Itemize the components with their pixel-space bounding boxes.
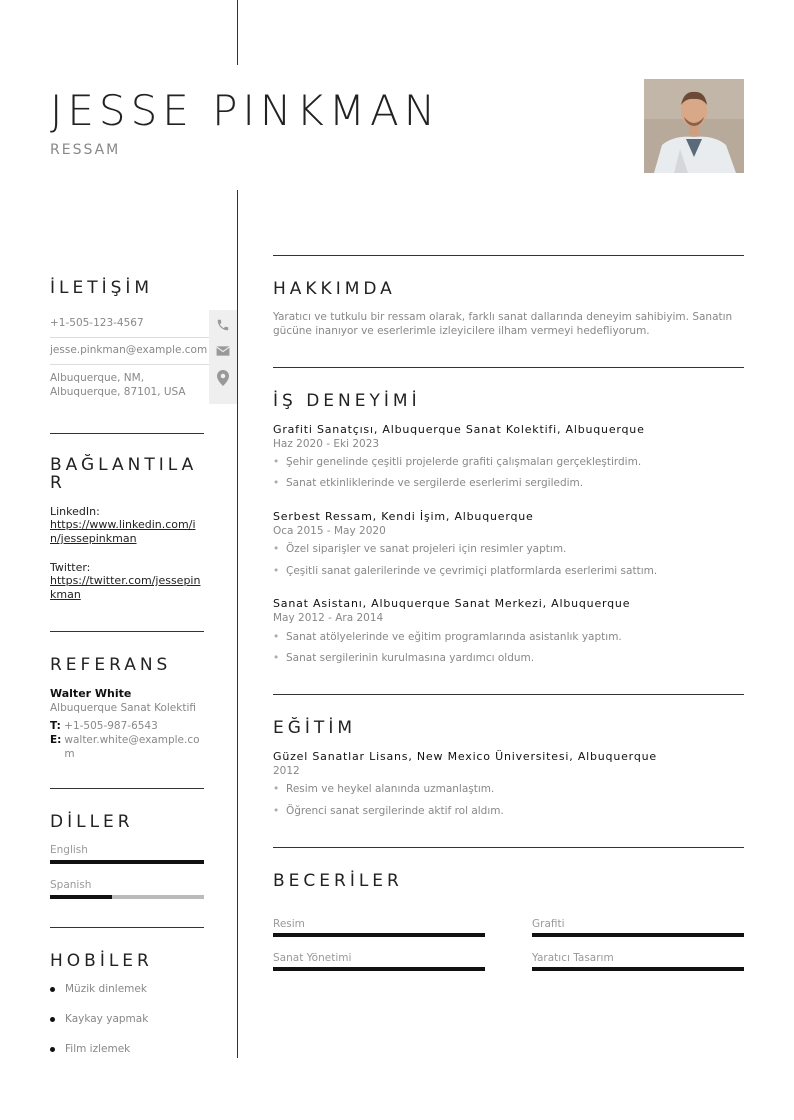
skill-level-fill bbox=[273, 933, 485, 937]
job-title: Serbest Ressam, Kendi İşim, Albuquerque bbox=[273, 510, 534, 523]
job-bullet bbox=[273, 543, 566, 555]
address-line-1: Albuquerque, NM, bbox=[50, 372, 145, 384]
links-heading: BAĞLANTILAR bbox=[50, 455, 198, 493]
bullet-text: Sanat etkinliklerinde ve sergilerde eserlerimi sergiledim. bbox=[286, 477, 584, 489]
profile-photo bbox=[644, 79, 744, 173]
column-divider-line bbox=[237, 190, 238, 1058]
language-level-fill bbox=[50, 860, 204, 864]
bullet-dot: • bbox=[273, 477, 280, 489]
skill-level-fill bbox=[532, 967, 744, 971]
bullet-dot: • bbox=[273, 783, 280, 795]
bullet-dot bbox=[50, 1047, 55, 1052]
bullet-text: Öğrenci sanat sergilerinde aktif rol aldım. bbox=[286, 805, 504, 817]
skill-name: Grafiti bbox=[532, 918, 565, 930]
job-bullet bbox=[273, 631, 622, 643]
bullet-dot: • bbox=[273, 805, 280, 817]
divider bbox=[50, 631, 204, 632]
skill-name: Yaratıcı Tasarım bbox=[532, 952, 614, 964]
divider bbox=[273, 694, 744, 695]
divider bbox=[273, 255, 744, 256]
reference-email[interactable]: walter.white@example.com bbox=[64, 734, 200, 760]
divider bbox=[273, 847, 744, 848]
linkedin-label: LinkedIn: bbox=[50, 505, 100, 518]
education-bullet bbox=[273, 805, 504, 817]
bullet-dot bbox=[50, 1017, 55, 1022]
bullet-dot bbox=[50, 987, 55, 992]
job-bullet bbox=[273, 652, 534, 664]
skill-level-fill bbox=[273, 967, 485, 971]
contact-phone[interactable]: +1-505-123-4567 bbox=[50, 317, 144, 329]
bullet-text: Sanat atölyelerinde ve eğitim programlarında asistanlık yaptım. bbox=[286, 631, 622, 643]
bullet-dot: • bbox=[273, 631, 280, 643]
reference-name: Walter White bbox=[50, 687, 132, 700]
skill-level-bar bbox=[273, 933, 485, 937]
reference-phone-row bbox=[50, 719, 158, 733]
hobby-item bbox=[50, 983, 147, 995]
languages-heading: DİLLER bbox=[50, 812, 134, 832]
link-linkedin bbox=[50, 505, 202, 546]
bullet-text: Özel siparişler ve sanat projeleri için resimler yaptım. bbox=[286, 543, 567, 555]
job-date: May 2012 - Ara 2014 bbox=[273, 612, 384, 624]
bullet-text: Şehir genelinde çeşitli projelerde grafiti çalışmaları gerçekleştirdim. bbox=[286, 456, 642, 468]
candidate-title: RESSAM bbox=[50, 142, 121, 158]
contact-heading: İLETİŞİM bbox=[50, 278, 154, 298]
job-bullet bbox=[273, 477, 583, 489]
phone-icon bbox=[209, 314, 237, 336]
education-title: Güzel Sanatlar Lisans, New Mexico Üniversitesi, Albuquerque bbox=[273, 750, 657, 763]
bullet-text: Çeşitli sanat galerilerinde ve çevrimiçi platformlarda eserlerimi sattım. bbox=[286, 565, 658, 577]
education-bullet bbox=[273, 783, 494, 795]
twitter-label: Twitter: bbox=[50, 561, 91, 574]
job-date: Haz 2020 - Eki 2023 bbox=[273, 438, 380, 450]
hobby-item bbox=[50, 1013, 148, 1025]
skill-level-bar bbox=[273, 967, 485, 971]
divider bbox=[50, 433, 204, 434]
skill-name: Sanat Yönetimi bbox=[273, 952, 352, 964]
link-twitter bbox=[50, 561, 202, 602]
linkedin-url[interactable]: https://www.linkedin.com/in/jessepinkman bbox=[50, 518, 196, 545]
divider bbox=[50, 927, 204, 928]
education-date: 2012 bbox=[273, 765, 300, 777]
skills-heading: BECERİLER bbox=[273, 871, 403, 891]
reference-email-row bbox=[50, 733, 200, 761]
language-name: English bbox=[50, 844, 88, 856]
location-icon bbox=[209, 366, 237, 390]
bullet-text: Sanat sergilerinin kurulmasına yardımcı oldum. bbox=[286, 652, 535, 664]
experience-heading: İŞ DENEYİMİ bbox=[273, 391, 421, 411]
reference-company: Albuquerque Sanat Kolektifi bbox=[50, 702, 196, 714]
language-level-bar bbox=[50, 895, 204, 899]
hobby-text: Müzik dinlemek bbox=[65, 983, 147, 995]
mail-icon bbox=[209, 340, 237, 362]
skill-name: Resim bbox=[273, 918, 305, 930]
skill-level-fill bbox=[532, 933, 744, 937]
bullet-dot: • bbox=[273, 543, 280, 555]
bullet-dot: • bbox=[273, 565, 280, 577]
divider bbox=[50, 788, 204, 789]
address-line-2: Albuquerque, 87101, USA bbox=[50, 386, 186, 398]
hobbies-heading: HOBİLER bbox=[50, 951, 153, 971]
language-level-fill bbox=[50, 895, 112, 899]
skill-level-bar bbox=[532, 933, 744, 937]
job-bullet bbox=[273, 456, 641, 468]
job-title: Grafiti Sanatçısı, Albuquerque Sanat Kolektifi, Albuquerque bbox=[273, 423, 645, 436]
candidate-name: JESSE PINKMAN bbox=[50, 86, 441, 135]
bullet-text: Resim ve heykel alanında uzmanlaştım. bbox=[286, 783, 495, 795]
contact-separator bbox=[50, 337, 209, 338]
contact-email[interactable]: jesse.pinkman@example.com bbox=[50, 344, 208, 356]
job-date: Oca 2015 - May 2020 bbox=[273, 525, 386, 537]
language-level-bar bbox=[50, 860, 204, 864]
hobby-item bbox=[50, 1043, 130, 1055]
job-title: Sanat Asistanı, Albuquerque Sanat Merkezi, Albuquerque bbox=[273, 597, 631, 610]
job-bullet bbox=[273, 565, 657, 577]
twitter-url[interactable]: https://twitter.com/jessepinkman bbox=[50, 574, 201, 601]
education-heading: EĞİTİM bbox=[273, 718, 356, 738]
bullet-dot: • bbox=[273, 652, 280, 664]
reference-phone-label: T: bbox=[50, 720, 61, 732]
skill-level-bar bbox=[532, 967, 744, 971]
hobby-text: Kaykay yapmak bbox=[65, 1013, 149, 1025]
about-heading: HAKKIMDA bbox=[273, 279, 396, 299]
divider bbox=[273, 367, 744, 368]
reference-phone[interactable]: +1-505-987-6543 bbox=[64, 720, 158, 732]
contact-separator bbox=[50, 364, 209, 365]
hobby-text: Film izlemek bbox=[65, 1043, 131, 1055]
reference-email-label: E: bbox=[50, 734, 62, 746]
about-text: Yaratıcı ve tutkulu bir ressam olarak, farklı sanat dallarında deneyim sahibiyim. Sanatın gücüne inanıyor ve eserlerimle izleyicilere ilham vermeyi hedefliyorum. bbox=[273, 311, 733, 337]
bullet-dot: • bbox=[273, 456, 280, 468]
references-heading: REFERANS bbox=[50, 655, 172, 675]
top-divider-line bbox=[237, 0, 238, 65]
language-name: Spanish bbox=[50, 879, 92, 891]
